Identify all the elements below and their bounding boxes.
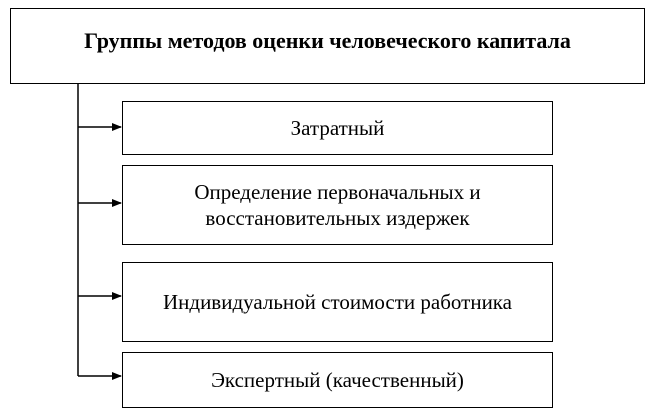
method-label: Экспертный (качественный) <box>211 367 464 392</box>
method-box-initial-restoration-costs <box>122 165 553 245</box>
method-label: Определение первоначальных и восстановительных издержек <box>194 179 481 230</box>
method-box-cost <box>122 101 553 155</box>
method-box-individual-employee-value <box>122 262 553 342</box>
method-label: Индивидуальной стоимости работника <box>162 289 513 314</box>
method-box-expert-qualitative <box>122 352 553 408</box>
diagram-title: Группы методов оценки человеческого капитала <box>84 28 571 54</box>
diagram-title-box <box>10 8 645 84</box>
method-label: Затратный <box>290 115 385 140</box>
